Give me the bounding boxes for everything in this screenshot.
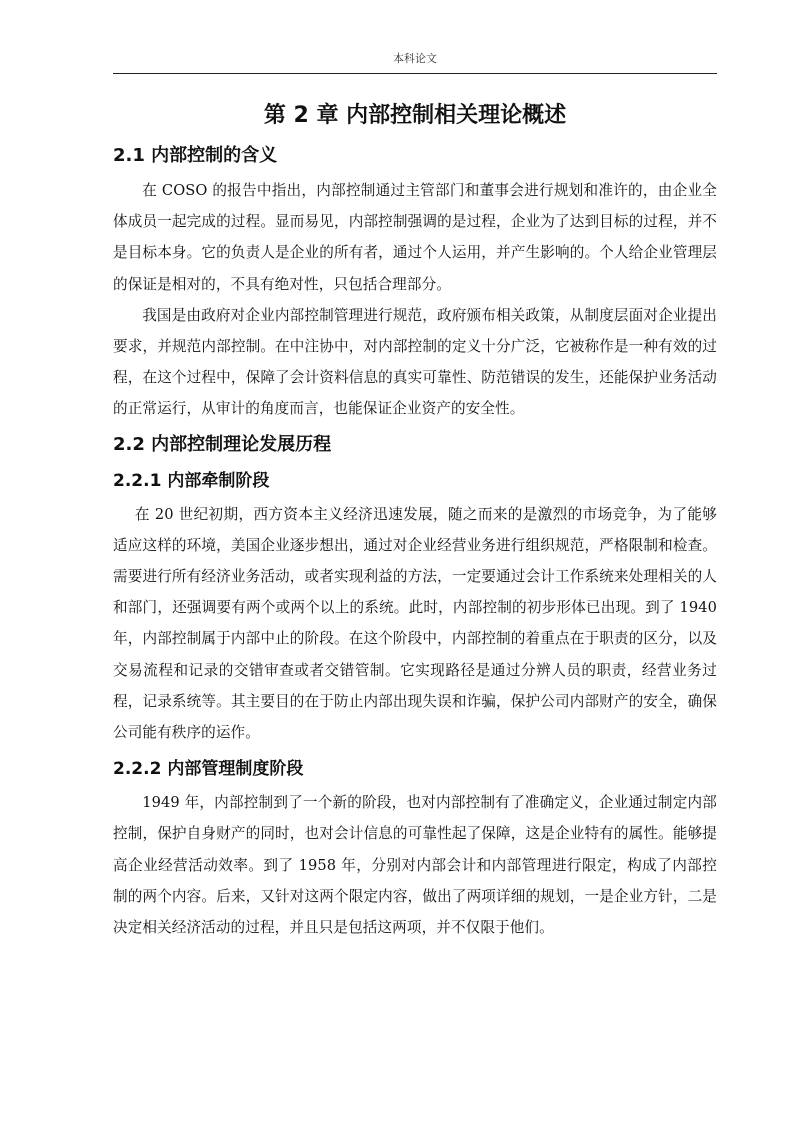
section-heading-2-1: 2.1 内部控制的含义 — [113, 145, 278, 166]
running-header: 本科论文 — [393, 52, 437, 65]
subsection-heading-2-2-1: 2.2.1 内部牵制阶段 — [113, 470, 270, 491]
page-content — [113, 98, 717, 943]
paragraph: 在 COSO 的报告中指出，内部控制通过主管部门和董事会进行规划和准许的，由企业全体成员一起完成的过程。显而易见，内部控制强调的是过程，企业为了达到目标的过程，并不是目标本身。它的负责人是企业的所有者，通过个人运用，并产生影响的。个人给企业管理层的保证是相对的，不具有绝对性，只包括合理部分。 — [113, 182, 717, 293]
subsection-heading-2-2-2: 2.2.2 内部管理制度阶段 — [113, 759, 304, 780]
header-divider — [113, 73, 717, 74]
paragraph: 我国是由政府对企业内部控制管理进行规范，政府颁布相关政策，从制度层面对企业提出要求，并规范内部控制。在中注协中，对内部控制的定义十分广泛，它被称作是一种有效的过程，在这个过程中，保障了会计资料信息的真实可靠性、防范错误的发生，还能保护业务活动的正常运行，从审计的角度而言，也能保证企业资产的安全性。 — [113, 306, 717, 418]
paragraph: 在 20 世纪初期，西方资本主义经济迅速发展，随之而来的是激烈的市场竞争，为了能够适应这样的环境，美国企业逐步想出，通过对企业经营业务进行组织规范，严格限制和检查。需要进行所有经济业务活动，或者实现利益的方法，一定要通过会计工作系统来处理相关的人和部门，还强调要有两个或两个以上的系统。此时，内部控制的初步形体已出现。到了 1940 年，内部控制属于内部中止的阶段。在这个阶段中，内部控制的着重点在于职责的区分，以及交易流程和记录的交错审查或者交错管制。它实现路径是通过分辨人员的职责，经营业务过程，记录系统等。其主要目的在于防止内部出现失误和诈骗，保护公司内部财产的安全，确保公司能有秩序的运作。 — [113, 505, 717, 742]
chapter-title: 第 2 章 内部控制相关理论概述 — [263, 103, 567, 128]
paragraph: 1949 年，内部控制到了一个新的阶段，也对内部控制有了准确定义，企业通过制定内部控制，保护自身财产的同时，也对会计信息的可靠性起了保障，这是企业特有的属性。能够提高企业经营活动效率。到了 1958 年，分别对内部会计和内部管理进行限定，构成了内部控制的两个内容。后来，又针对这两个限定内容，做出了两项详细的规划，一是企业方针，二是决定相关经济活动的过程，并且只是包括这两项，并不仅限于他们。 — [113, 794, 717, 937]
section-heading-2-2: 2.2 内部控制理论发展历程 — [113, 433, 332, 455]
